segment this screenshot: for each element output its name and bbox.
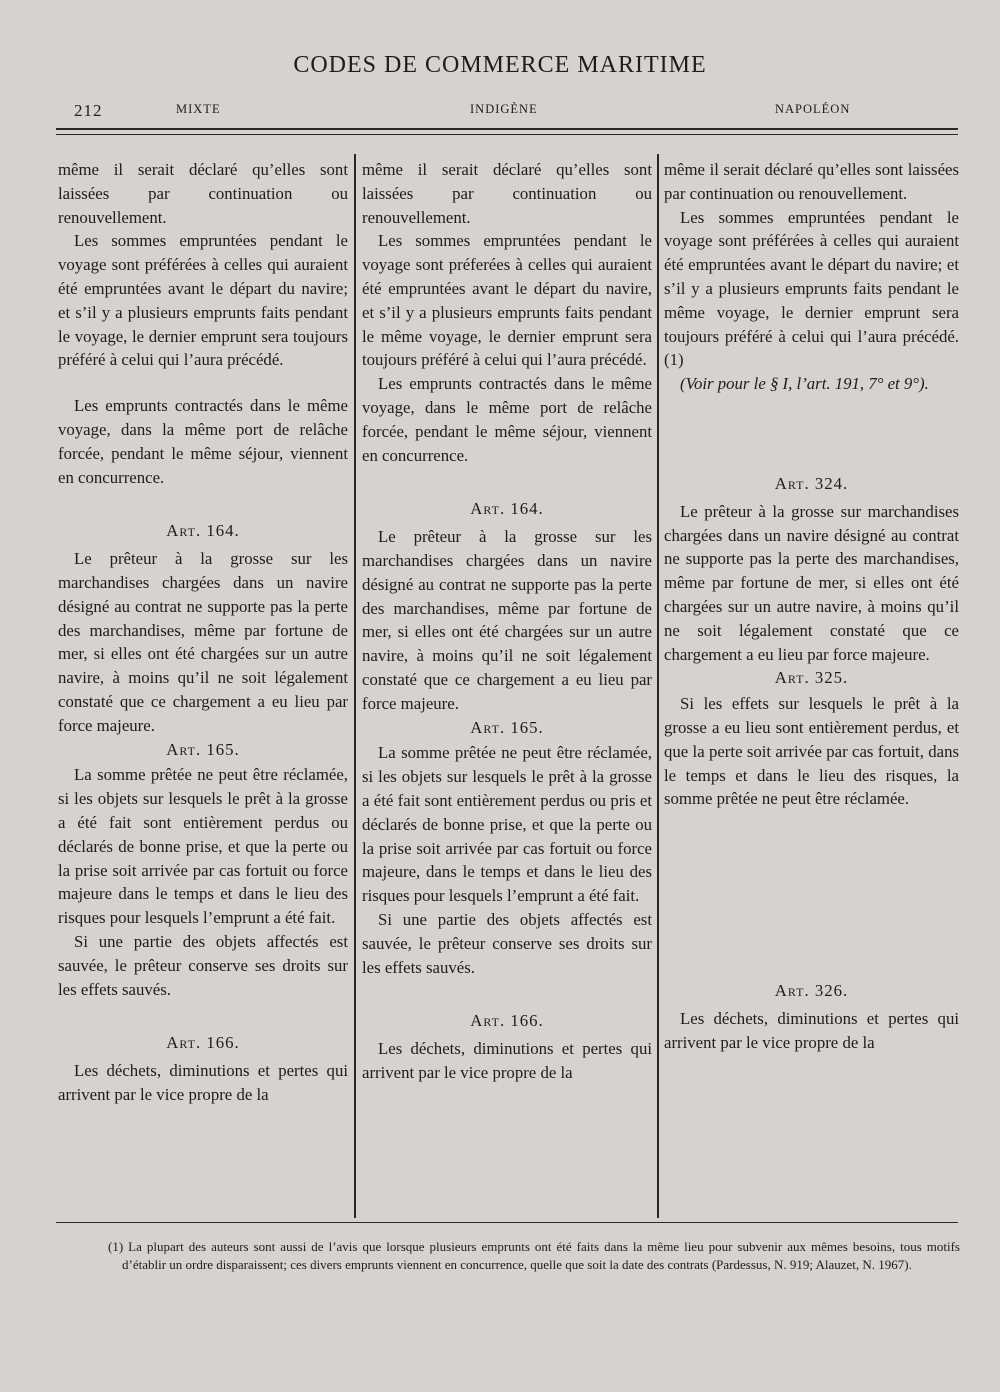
paragraph: même il serait déclaré qu’elles sont laissées par continuation ou renouvellement. — [664, 160, 959, 203]
column-divider-1 — [354, 154, 356, 1218]
paragraph: Si les effets sur lesquels le prêt à la grosse a eu lieu sont entièrement perdus, et que la perte soit arrivée par cas fortuit, dans le temps et dans le lieu des risques, la somme prêtée ne peut être réclamée. — [664, 694, 959, 809]
paragraph: La somme prêtée ne peut être réclamée, si les objets sur lesquels le prêt à la grosse a été fait sont entièrement perdus ou pris et déclarés de bonne prise, et que la perte ou la prise soit arrivée par cas fortuit ou force majeure, dans le temps et dans le lieu des risques pour lesquels l’emprunt a été fait. — [362, 743, 652, 906]
paragraph: Les sommes empruntées pendant le voyage sont préférées à celles qui auraient été empruntées avant le départ du navire; et s’il y a plusieurs emprunts faits pendant le voyage, le dernier emprunt sera toujours préféré à celui qui l’aura précédé. — [58, 231, 348, 370]
header-rule-thin — [56, 134, 958, 135]
cross-reference: (Voir pour le § I, l’art. 191, 7° et 9°). — [680, 374, 929, 394]
paragraph: Les emprunts contractés dans le même voyage, dans la même port de relâche forcée, pendant le même séjour, viennent en concurrence. — [58, 396, 348, 487]
column-header-mixte: MIXTE — [176, 102, 221, 116]
article-heading: Art. 325. — [774, 668, 849, 688]
column-header-napoleon: NAPOLÉON — [775, 102, 851, 116]
paragraph: Les déchets, diminutions et pertes qui arrivent par le vice propre de la — [58, 1061, 348, 1104]
paragraph: Les déchets, diminutions et pertes qui arrivent par le vice propre de la — [362, 1039, 652, 1082]
column-indigene — [362, 158, 652, 1216]
article-heading: Art. 165. — [166, 739, 240, 759]
header-rule — [56, 128, 958, 130]
paragraph: La somme prêtée ne peut être réclamée, si les objets sur lesquels le prêt à la grosse a été fait sont entièrement perdus ou déclarés de bonne prise, et que la perte ou la prise soit arrivée par cas fortuit ou force majeure dans le temps et dans le lieu des risques pour lesquels l’emprunt a été fait. — [58, 765, 348, 928]
article-heading: Art. 164. — [470, 499, 544, 519]
article-heading: Art. 166. — [470, 1011, 544, 1031]
footnote-rule — [56, 1222, 958, 1223]
paragraph: même il serait déclaré qu’elles sont laissées par continuation ou renouvellement. — [362, 160, 652, 227]
page-number: 212 — [74, 101, 103, 120]
paragraph: Si une partie des objets affectés est sauvée, le prêteur conserve ses droits sur les effets sauvés. — [58, 931, 348, 999]
paragraph: Si une partie des objets affectés est sauvée, le prêteur conserve ses droits sur les effets sauvés. — [362, 909, 652, 977]
column-divider-2 — [657, 154, 659, 1218]
column-header-indigene: INDIGÈNE — [470, 102, 538, 116]
footnote — [108, 1238, 960, 1274]
column-napoleon — [664, 158, 959, 1216]
paragraph: Le prêteur à la grosse sur les marchandises chargées dans un navire désigné au contrat ne supporte pas la perte des marchandises, même par fortune de mer, si elles ont été chargées sur un autre navire, à moins qu’il ne soit légalement constaté que ce chargement a eu lieu par force majeure. — [362, 527, 652, 713]
paragraph: Les déchets, diminutions et pertes qui arrivent par le vice propre de la — [664, 1008, 959, 1052]
paragraph: Le prêteur à la grosse sur les marchandises chargées dans un navire désigné au contrat ne supporte pas la perte des marchandises, même par fortune de mer, si elles ont été chargées sur un autre navire, à moins qu’il ne soit légalement constaté que ce chargement a eu lieu par force majeure. — [58, 549, 348, 735]
article-heading: Art. 326. — [774, 981, 849, 1001]
article-heading: Art. 164. — [166, 521, 240, 541]
page-title: CODES DE COMMERCE MARITIME — [293, 52, 707, 78]
column-mixte — [58, 158, 348, 1216]
paragraph: Les emprunts contractés dans le même voyage, dans le même port de relâche forcée, pendant le même séjour, viennent en concurrence. — [362, 374, 652, 465]
article-heading: Art. 166. — [166, 1033, 240, 1053]
paragraph: Les sommes empruntées pendant le voyage sont préferées à celles qui auraient été empruntées avant le départ du navire, et s’il y a plusieurs emprunts faits pendant le même voyage, le dernier emprunt sera toujours préféré à celui qui l’aura précédé. — [362, 231, 652, 370]
footnote-text: (1) La plupart des auteurs sont aussi de l’avis que lorsque plusieurs emprunts ont été faits dans la même lieu pour subvenir aux mêmes besoins, tous motifs d’établir un ordre disparaissent; ces divers emprunts viennent en concurrence, quelle que soit la date des contrats (Pardessus, N. 919; Alauzet, N. 1967). — [108, 1239, 960, 1272]
paragraph: Les sommes empruntées pendant le voyage sont préférées à celles qui auraient été empruntées avant le départ du navire; et s’il y a plusieurs emprunts faits pendant le même voyage, le dernier emprunt sera toujours préféré à celui qui l’aura précédé. (1) — [664, 207, 959, 370]
article-heading: Art. 165. — [470, 717, 544, 737]
paragraph: même il serait déclaré qu’elles sont laissées par continuation ou renouvellement. — [58, 160, 348, 227]
paragraph: Le prêteur à la grosse sur marchandises chargées dans un navire désigné au contrat ne supporte pas la perte des marchandises, même par fortune de mer, si elles ont été chargées sur un autre navire, à moins qu’il ne soit légalement constaté que ce chargement a eu lieu par force majeure. — [664, 501, 959, 664]
article-heading: Art. 324. — [774, 473, 849, 493]
